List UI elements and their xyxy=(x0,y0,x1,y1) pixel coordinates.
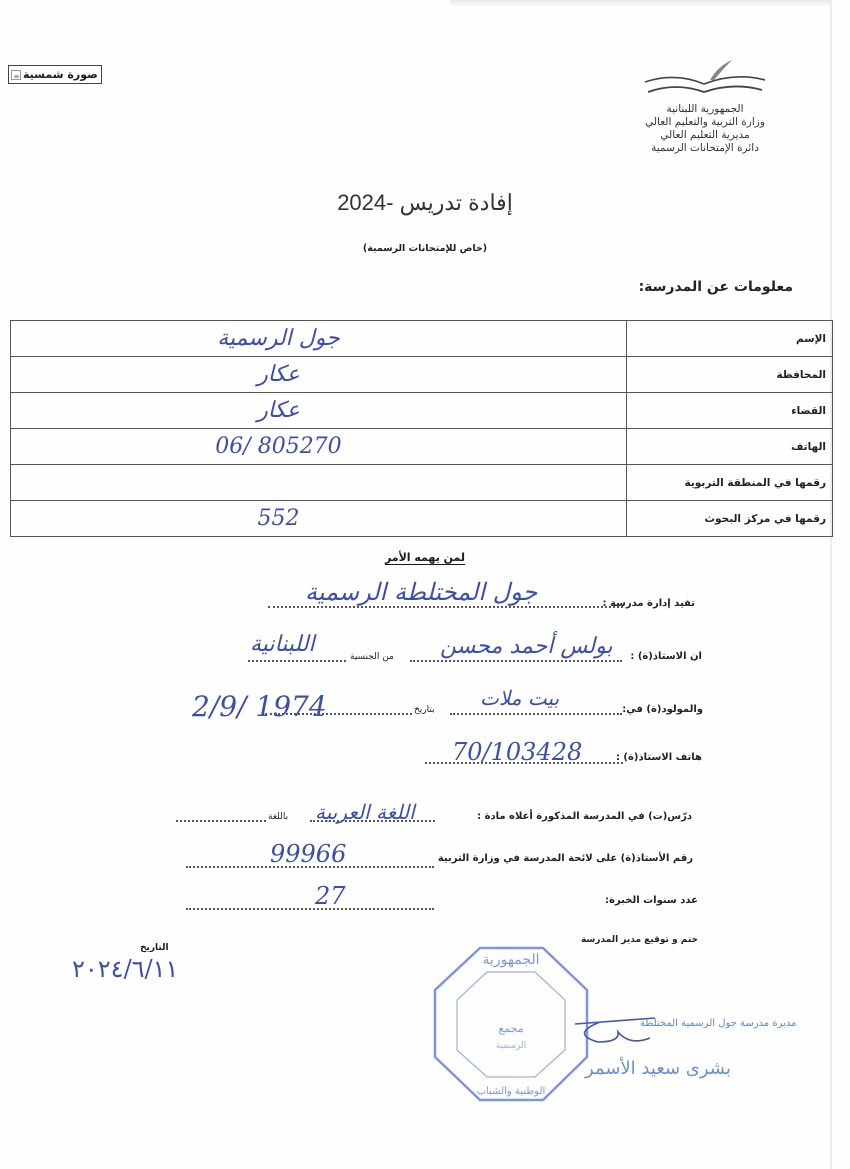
row-value-cell[interactable] xyxy=(11,465,627,501)
language-label: باللغة xyxy=(268,812,289,822)
signatory-name: بشرى سعيد الأسمر xyxy=(585,1058,731,1079)
school-info-heading: معلومات عن المدرسة: xyxy=(638,279,793,295)
ministry-header xyxy=(610,103,800,155)
nationality-value: اللبنانية xyxy=(250,632,315,657)
school-admin-field[interactable] xyxy=(268,606,623,608)
school-name-value: جول الرسمية xyxy=(217,326,340,351)
ministry-line: وزارة التربية والتعليم العالي xyxy=(645,116,765,128)
ministry-line: مديرية التعليم العالي xyxy=(660,129,750,141)
experience-value: 27 xyxy=(315,882,346,910)
table-row xyxy=(11,357,833,393)
teacher-phone-label: هاتف الاستاذ(ة) : xyxy=(615,752,702,763)
experience-field[interactable] xyxy=(186,908,434,910)
scan-edge xyxy=(830,0,832,1169)
subject-label: درّس(ت) في المدرسة المذكورة أعلاه مادة : xyxy=(477,811,692,822)
table-row xyxy=(11,321,833,357)
experience-label: عدد سنوات الخبرة: xyxy=(605,895,698,906)
svg-text:الرسمية: الرسمية xyxy=(495,1041,527,1051)
table-row xyxy=(11,501,833,537)
row-label: الهاتف xyxy=(627,429,833,465)
birthdate-value: 2/9/ 1974 xyxy=(192,690,327,723)
row-value-cell[interactable] xyxy=(11,429,627,465)
subject-value: اللغة العربية xyxy=(315,800,415,824)
row-value-cell[interactable] xyxy=(11,357,627,393)
row-value-cell[interactable] xyxy=(11,393,627,429)
ministry-line: دائرة الإمتحانات الرسمية xyxy=(651,142,759,154)
teacher-name-value: بولس أحمد محسن xyxy=(440,634,613,659)
row-label: الإسم xyxy=(627,321,833,357)
row-value-cell[interactable] xyxy=(11,501,627,537)
table-row xyxy=(11,393,833,429)
document-subtitle: (خاص للإمتحانات الرسمية) xyxy=(362,243,488,254)
governorate-value: عكار xyxy=(257,362,300,387)
row-label: رقمها في المنطقة التربوية xyxy=(627,465,833,501)
date-value: ٢٠٢٤/٦/١١ xyxy=(72,955,179,983)
stamp-signature-label: ختم و توقيع مدير المدرسة xyxy=(580,935,698,945)
date-label: التاريخ xyxy=(140,943,169,953)
birthplace-label: والمولود(ة) في: xyxy=(622,704,703,715)
svg-text:الوطنية والشباب: الوطنية والشباب xyxy=(476,1086,546,1097)
row-label: رقمها في مركز البحوث xyxy=(627,501,833,537)
to-whom-it-may-concern xyxy=(0,546,850,565)
nationality-label: من الجنسية xyxy=(350,652,394,662)
birthplace-field[interactable] xyxy=(450,713,622,715)
row-label: القضاء xyxy=(627,393,833,429)
svg-text:الجمهورية: الجمهورية xyxy=(482,952,540,968)
image-placeholder-icon xyxy=(11,70,21,80)
district-value: عكار xyxy=(257,398,300,423)
teacher-name-field[interactable] xyxy=(410,660,622,662)
ministry-logo-icon xyxy=(640,58,770,100)
row-label: المحافظة xyxy=(627,357,833,393)
signatory-title: مديرة مدرسة جول الرسمية المختلطة xyxy=(640,1018,797,1029)
ministry-line: الجمهورية اللبنانية xyxy=(666,103,744,115)
table-row xyxy=(11,429,833,465)
row-value-cell[interactable] xyxy=(11,321,627,357)
concern-heading: لمن يهمه الأمر xyxy=(384,551,466,564)
birthdate-label: بتاريخ xyxy=(414,705,435,715)
language-field[interactable] xyxy=(176,820,266,822)
school-info-table xyxy=(10,320,833,537)
table-row xyxy=(11,465,833,501)
ministry-number-value: 99966 xyxy=(270,840,347,868)
nationality-field[interactable] xyxy=(248,660,346,662)
scan-edge xyxy=(450,0,830,6)
phone-value: 06/ 805270 xyxy=(215,434,342,459)
photo-label: صورة شمسية xyxy=(23,68,98,81)
teacher-phone-value: 70/103428 xyxy=(452,738,583,766)
ministry-number-label: رقم الأستاذ(ة) على لائحة المدرسة في وزارة التربية xyxy=(437,853,693,864)
photo-placeholder xyxy=(8,65,102,84)
research-center-number-value: 552 xyxy=(257,506,300,531)
svg-text:مجمع: مجمع xyxy=(498,1022,524,1035)
school-admin-value: جول المختلطة الرسمية xyxy=(305,578,538,606)
school-admin-label: تفيد إدارة مدرسة : xyxy=(602,598,695,609)
teacher-label: ان الاستاذ(ة) : xyxy=(630,651,702,662)
document-title: إفادة تدريس -2024 xyxy=(337,190,513,215)
birthplace-value: بيت ملات xyxy=(480,686,560,710)
